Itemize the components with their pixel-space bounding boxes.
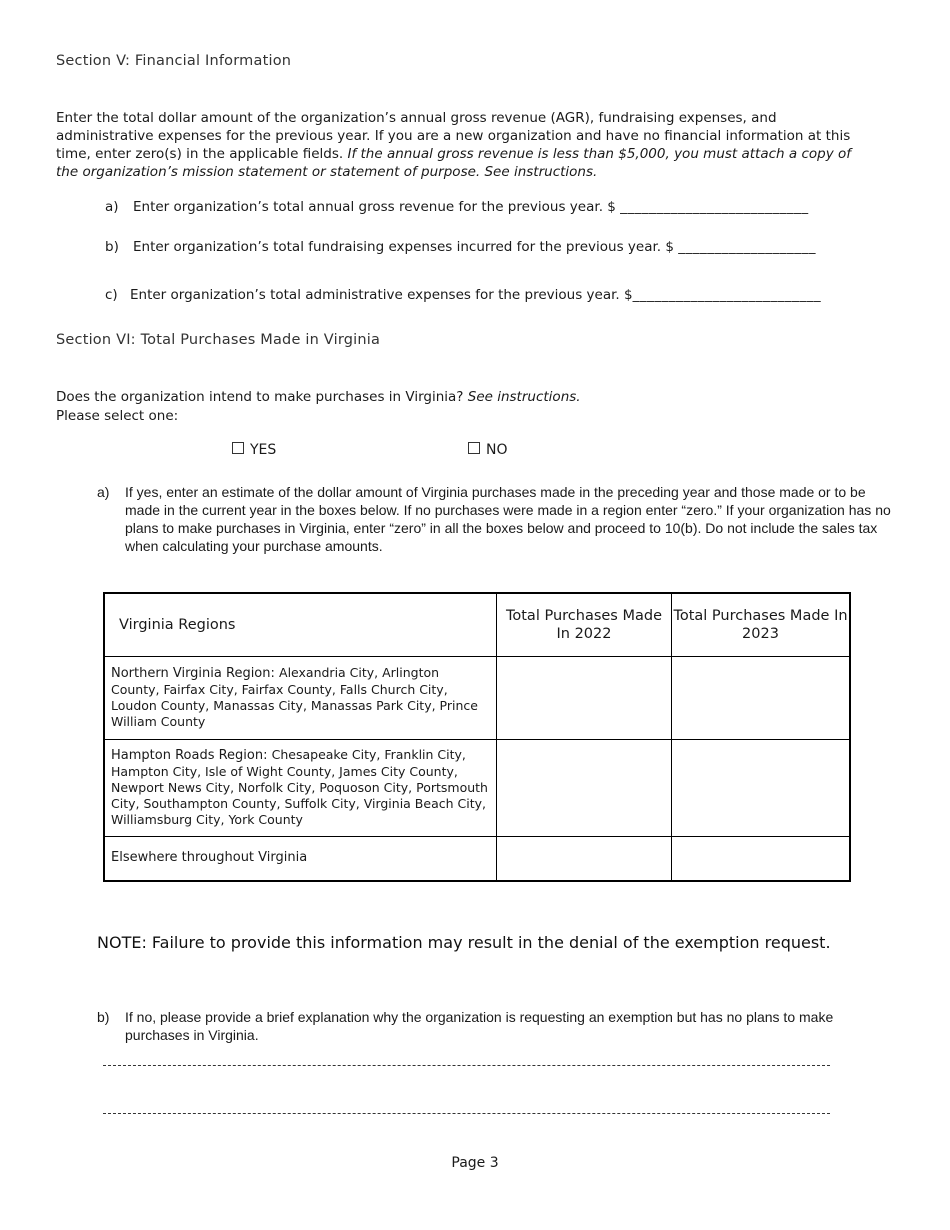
column-header: Total Purchases Made In 2022 [497, 593, 672, 656]
purchases-instruction [97, 483, 897, 555]
purchase-question [56, 388, 866, 406]
no-purchases-instruction [97, 1008, 897, 1044]
column-header: Total Purchases Made In 2023 [672, 593, 851, 656]
section-5-title: Section V: Financial Information [56, 53, 292, 69]
item-letter: b) [105, 239, 119, 255]
region-name: Northern Virginia Region: [111, 666, 280, 681]
question-italic-text: See instructions. [467, 389, 581, 405]
purchases-2023-input[interactable] [672, 739, 851, 836]
purchases-2023-input[interactable] [672, 656, 851, 739]
item-letter: a) [105, 199, 119, 215]
select-prompt: Please select one: [56, 408, 179, 424]
purchases-2023-input[interactable] [672, 836, 851, 881]
section-5-intro [56, 109, 866, 181]
region-cell [104, 656, 497, 739]
item-letter: a) [97, 484, 110, 500]
no-label: NO [486, 442, 508, 458]
revenue-item [105, 199, 809, 215]
purchases-2022-input[interactable] [497, 739, 672, 836]
item-text: Enter organization’s total administrative expenses for the previous year. $ [130, 287, 633, 303]
question-text: Does the organization intend to make purchases in Virginia? [56, 389, 468, 405]
table-row [104, 656, 850, 739]
purchases-2022-input[interactable] [497, 836, 672, 881]
item-letter: b) [97, 1009, 110, 1025]
section-6-title: Section VI: Total Purchases Made in Virginia [56, 332, 381, 348]
instruction-text: If yes, enter an estimate of the dollar amount of Virginia purchases made in the preceding year and those made or to be made in the current year in the boxes below. If no purchases were made in a region enter “zero.” If your organization has no plans to make purchases in Virginia, enter “zero” in all the boxes below and proceed to 10(b). Do not include the sales tax when calculating your purchase amounts. [125, 484, 891, 554]
region-cell [104, 739, 497, 836]
admin-item [105, 287, 821, 303]
revenue-field[interactable]: __________________________ [620, 199, 809, 215]
table-row [104, 739, 850, 836]
note-text: NOTE: Failure to provide this information may result in the denial of the exemption request. [97, 933, 831, 952]
yes-option[interactable] [232, 442, 276, 458]
yes-label: YES [250, 442, 277, 458]
region-name: Hampton Roads Region: [111, 748, 272, 763]
table-header-row [104, 593, 850, 656]
admin-field[interactable]: __________________________ [632, 287, 822, 303]
region-cell: Elsewhere throughout Virginia [104, 836, 497, 881]
item-text: Enter organization’s total fundraising expenses incurred for the previous year. $ [133, 239, 674, 255]
yes-checkbox[interactable] [232, 442, 244, 454]
purchases-table [103, 592, 851, 882]
instruction-text: If no, please provide a brief explanation why the organization is requesting an exemption but has no plans to make purchases in Virginia. [125, 1009, 834, 1043]
explanation-line-2[interactable] [103, 1113, 830, 1114]
purchases-2022-input[interactable] [497, 656, 672, 739]
fundraising-field[interactable]: ___________________ [678, 239, 817, 255]
region-detail: Alexandria City, Arlington County, Fairfax City, Fairfax County, Falls Church City, Loudon County, Manassas City, Manassas Park City, Prince William County [111, 665, 478, 729]
no-checkbox[interactable] [468, 442, 480, 454]
page-number: Page 3 [451, 1155, 499, 1171]
fundraising-item [105, 239, 816, 255]
table-row [104, 836, 850, 881]
explanation-line-1[interactable] [103, 1065, 830, 1066]
region-detail: Chesapeake City, Franklin City, Hampton City, Isle of Wight County, James City County, Newport News City, Norfolk City, Poquoson City, Portsmouth City, Southampton County, Suffolk City, Virginia Beach City, Williamsburg City, York County [111, 747, 488, 827]
column-header: Virginia Regions [104, 593, 497, 656]
no-option[interactable] [468, 442, 508, 458]
intro-text: Enter the total dollar amount of the organization’s annual gross revenue (AGR), fundraising expenses, and administrative expenses for the previous year. If you are a new organization and have no financial information at this time, enter zero(s) in the applicable fields. [56, 110, 851, 162]
item-letter: c) [105, 287, 118, 303]
intro-italic-text: If the annual gross revenue is less than $5,000, you must attach a copy of the organization’s mission statement or statement of purpose. See instructions. [56, 146, 852, 180]
item-text: Enter organization’s total annual gross revenue for the previous year. $ [133, 199, 616, 215]
